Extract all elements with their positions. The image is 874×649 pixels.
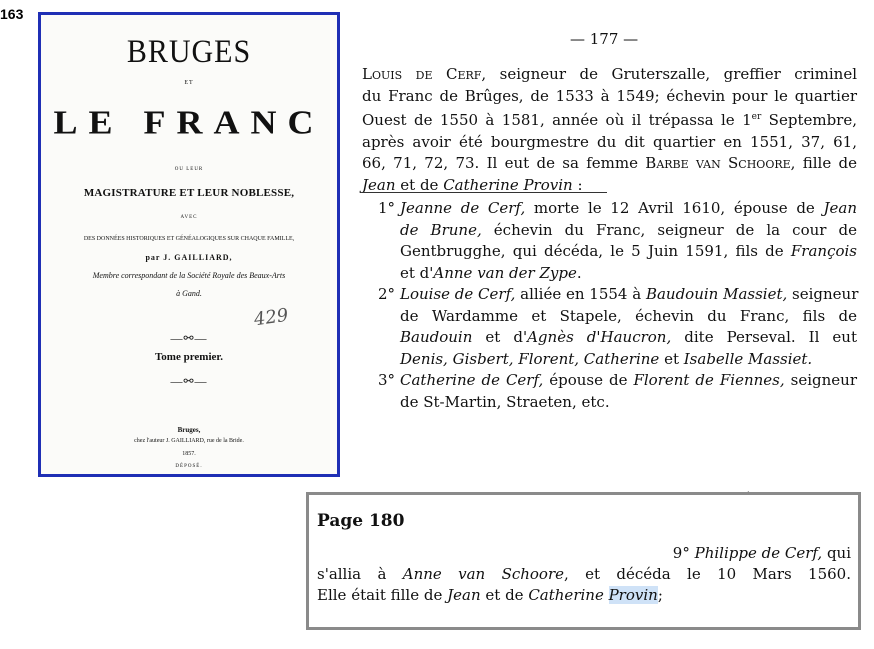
intro-paragraph	[362, 64, 857, 196]
title-main: LE FRANC	[53, 103, 325, 141]
list-item: 2° Louise de Cerf, alliée en 1554 à Baudouin Massiet, seigneur de Wardamme et Stapele, échevin du Franc, fils de Baudouin et d'Agnès d'Haucron, dite Perseval. Il eut Denis, Gisbert, Florent, Catherine et Isabelle Massiet.	[378, 285, 859, 368]
book-title-page	[38, 12, 340, 477]
legal-deposit: DÉPOSÉ.	[175, 464, 203, 469]
author-role: Membre correspondant de la Société Royale des Beaux-Arts	[92, 271, 286, 280]
author: par J. GAILLIARD,	[145, 253, 233, 262]
book-description: DES DONNÉES HISTORIQUES ET GÉNÉALOGIQUES SUR CHAQUE FAMILLE,	[83, 236, 295, 242]
publisher-city: Bruges,	[177, 426, 201, 434]
list-item: 1° Jeanne de Cerf, morte le 12 Avril 1610, épouse de Jean de Brune, échevin du Franc, seigneur de la cour de Gentbrugghe, qui décéda, le 5 Juin 1591, fils de François et d'Anne van der Zype.	[378, 199, 857, 282]
text-line: s'allia à Anne van Schoore, et décéda le 10 Mars 1560.	[317, 565, 851, 583]
page-180-excerpt	[306, 492, 861, 630]
handwritten-mark: 429	[252, 304, 290, 331]
volume-label: Tome premier.	[154, 351, 224, 363]
list-item: 3° Catherine de Cerf, épouse de Florent de Fiennes, seigneur de St-Martin, Straeten, etc.	[378, 371, 857, 411]
text-line: 66, 71, 72, 73. Il eut de sa femme Barbe van Schoore, fille de	[362, 154, 857, 172]
text-line: Jean et de Catherine Provin :	[362, 175, 583, 194]
excerpt-title: Page 180	[317, 511, 405, 531]
underline-rule	[362, 192, 607, 193]
title-top: BRUGES	[126, 33, 252, 70]
subtitle-prefix: OU LEUR	[174, 167, 204, 172]
subtitle: MAGISTRATURE ET LEUR NOBLESSE,	[83, 187, 295, 199]
text-line: Ouest de 1550 à 1581, année où il trépassa le 1er Septembre,	[362, 111, 857, 129]
highlighted-name: Provin	[608, 586, 658, 604]
publisher: chez l'auteur J. GAILLIARD, rue de la Bride.	[134, 438, 244, 444]
text-line: après avoir été bourgmestre du dit quartier en 1551, 37, 61,	[362, 132, 857, 151]
ornament-icon: —⚯—	[170, 331, 208, 345]
text-line: Louis de Cerf, seigneur de Gruterszalle, greffier criminel	[362, 65, 857, 83]
text-line: 9° Philippe de Cerf, qui	[672, 544, 851, 562]
text-line: Elle était fille de Jean et de Catherine Provin;	[317, 586, 663, 604]
excerpt-text	[317, 543, 851, 606]
title-conjunction: ET	[184, 80, 194, 86]
author-city: à Gand.	[176, 289, 202, 298]
with-label: AVEC	[180, 215, 198, 220]
publication-year: 1857.	[182, 451, 196, 457]
figure-number: 163	[0, 6, 24, 22]
ornament-icon: —⚯—	[170, 374, 208, 388]
text-line: du Franc de Brûges, de 1533 à 1549; échevin pour le quartier	[362, 86, 857, 105]
page-number: — 177 —	[570, 30, 639, 48]
children-list	[362, 198, 857, 413]
